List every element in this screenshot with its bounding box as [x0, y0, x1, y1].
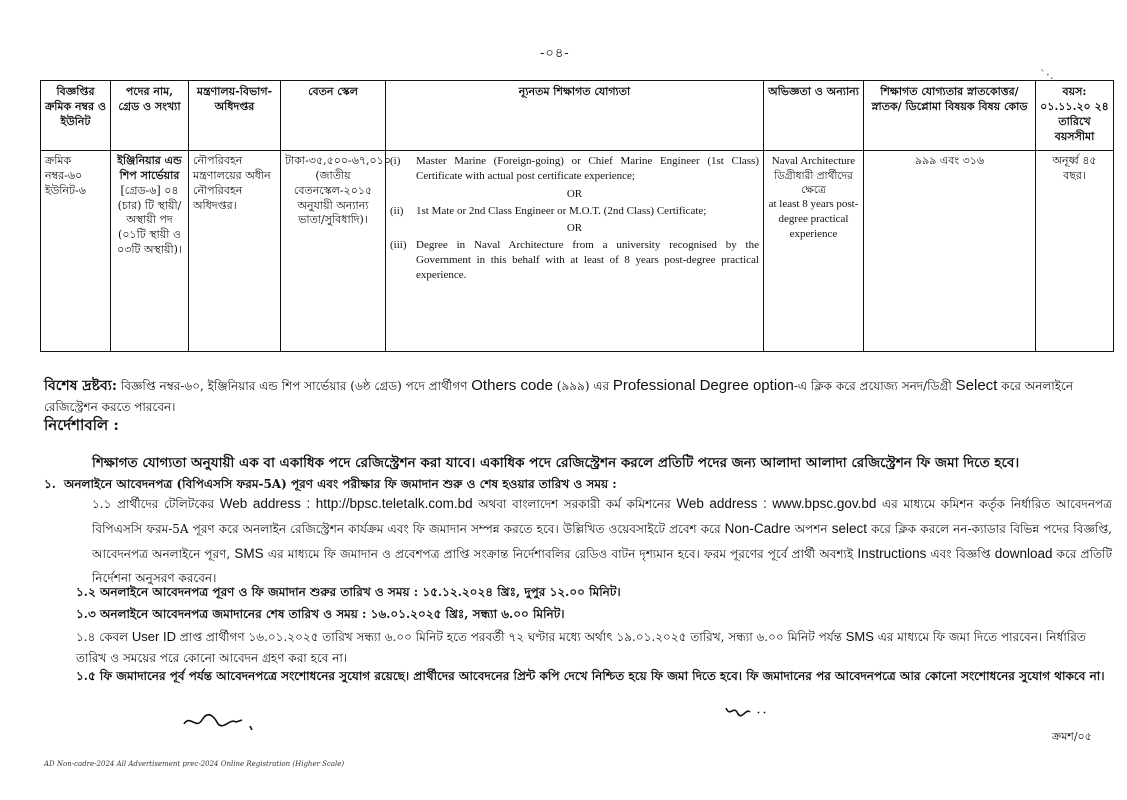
select-text: Select	[955, 377, 998, 394]
header-subject-code: শিক্ষাগত যোগ্যতার স্নাতকোত্তর/স্নাতক/ ডিপ্লোমা বিষয়ক বিষয় কোড	[864, 81, 1036, 151]
section-title-text: অনলাইনে আবেদনপত্র (বিপিএসসি ফরম-5A) পূরণ এবং পরীক্ষার ফি জমাদান শুরু ও শেষ হওয়ার তারিখ ও সময় :	[64, 477, 617, 491]
header-qualification: ন্যূনতম শিক্ষাগত যোগ্যতা	[386, 81, 764, 151]
continued-marker: ক্রমশ/০৫	[1052, 730, 1092, 743]
qualification-text: 1st Mate or 2nd Class Engineer or M.O.T. (2nd Class) Certificate;	[416, 204, 707, 217]
header-age: বয়স: ০১.১১.২০ ২৪ তারিখে বয়সসীমা	[1036, 81, 1114, 151]
select-text: select	[831, 520, 867, 536]
header-serial: বিজ্ঞপ্তির ক্রমিক নম্বর ও ইউনিট	[41, 81, 111, 151]
post-name: ইঞ্জিনিয়ার এন্ড শিপ সার্ভেয়ার	[117, 154, 182, 182]
cell-serial: ক্রমিক নম্বর-৬০ ইউনিট-৬	[41, 151, 111, 352]
table-header-row	[41, 81, 1114, 151]
cell-ministry: নৌপরিবহন মন্ত্রণালয়ের অধীন নৌপরিবহন অধিদপ্তর।	[189, 151, 281, 352]
special-note	[44, 374, 1112, 416]
special-note-label: বিশেষ দ্রষ্টব্য:	[44, 378, 118, 394]
non-cadre-text: Non-Cadre	[724, 520, 791, 536]
registration-rule: শিক্ষাগত যোগ্যতা অনুযায়ী এক বা একাধিক পদে রেজিস্ট্রেশন করা যাবে। একাধিক পদে রেজিস্ট্রেশন করলে প্রতিটি পদের জন্য আলাদা আলাদা রেজিস্ট্রেশন ফি জমা দিতে হবে।	[92, 455, 1020, 471]
experience-degree: Naval Architecture	[771, 155, 856, 167]
teletalk-web-address: Web address : http://bpsc.teletalk.com.bd	[219, 496, 473, 511]
paragraph-1-5: ১.৫ ফি জমাদানের পূর্ব পর্যন্ত আবেদনপত্রে সংশোধনের সুযোগ রয়েছে। প্রার্থীদের আবেদনের প্রিন্ট কপি দেখে নিশ্চিত হয়ে ফি জমা দিতে হবে। ফি জমাদানের পর আবেদনপত্রে আর কোনো সংশোধনের সুযোগ থাকবে না।	[76, 669, 1105, 683]
text: অপশন	[790, 521, 832, 536]
special-note-text: করে অনলাইনে রেজিস্ট্রেশন করতে পারবেন।	[44, 379, 1074, 414]
footer-text: AD Non-cadre-2024 All Advertisement prec-2024 Online Registration (Higher Scale)	[44, 760, 345, 768]
text: প্রাপ্ত প্রার্থীগণ ১৬.০১.২০২৫ তারিখ সন্ধ্যা ৬.০০ মিনিট হতে পরবর্তী ৭২ ঘণ্টার মধ্যে অর্থাৎ ১৯.০১.২০২৫ তারিখ, সন্ধ্যা ৬.০০ মিনিট পর্যন্ত	[175, 630, 846, 644]
special-note-text: -এ ক্লিক করে প্রযোজ্য সনদ/ডিগ্রী	[793, 379, 956, 393]
bpsc-web-address: Web address : www.bpsc.gov.bd	[676, 496, 877, 511]
qualification-item	[390, 154, 759, 184]
experience-years: at least 8 years post-degree practical experience	[768, 198, 859, 240]
text: অথবা বাংলাদেশ সরকারী কর্ম কমিশনের	[472, 497, 677, 511]
qualification-item	[390, 204, 759, 219]
text: ১.৪ কেবল	[76, 630, 132, 644]
special-note-text: বিজ্ঞপ্তি নম্বর-৬০, ইঞ্জিনিয়ার এন্ড শিপ সার্ভেয়ার (৬ষ্ঠ গ্রেড) পদে প্রার্থীগণ	[117, 379, 472, 393]
or-separator: OR	[566, 187, 583, 200]
instructions-heading: নির্দেশাবলি :	[44, 416, 119, 434]
table-row	[41, 151, 1114, 352]
text: এর মাধ্যমে ফি জমাদান ও প্রবেশপত্র প্রাপ্তি সংক্রান্ত নির্দেশাবলির রেডিও বাটন দৃশ্যমান হবে। ফরম পূরণের পূর্বে প্রার্থী অবশ্যই	[263, 546, 858, 561]
others-code-text: Others code	[471, 377, 553, 394]
user-id-text: User ID	[131, 629, 176, 644]
qualification-number: (i)	[390, 155, 401, 167]
advertisement-table	[40, 80, 1114, 352]
qualification-number: (ii)	[390, 204, 404, 217]
professional-degree-text: Professional Degree option	[612, 377, 794, 394]
qualification-text: Degree in Naval Architecture from a university recognised by the Government in this behalf with at least of 8 years post-degree practical experience.	[416, 239, 759, 281]
qualification-number: (iii)	[390, 239, 407, 252]
sms-text: SMS	[845, 629, 874, 644]
qualification-item	[390, 238, 759, 283]
cell-age: অনূর্ধ্ব ৪৫ বছর।	[1036, 151, 1114, 352]
sms-text: SMS	[234, 545, 264, 561]
experience-holder: ডিগ্রীধারী প্রার্থীদের ক্ষেত্রে	[774, 169, 853, 197]
or-separator: OR	[566, 222, 583, 235]
cell-subject-code: ৯৯৯ এবং ৩১৬	[864, 151, 1036, 352]
text: এর মাধ্যমে ফি জমা দিতে পারবেন। নির্ধারিত তারিখ ও সময়ের পরে কোনো আবেদন গ্রহণ করা হবে না।	[76, 630, 1086, 666]
paragraph-1-2: ১.২ অনলাইনে আবেদনপত্র পূরণ ও ফি জমাদান শুরুর তারিখ ও সময় : ১৫.১২.২০২৪ খ্রিঃ, দুপুর ১২.০০ মিনিট।	[76, 585, 621, 599]
paragraph-1-4	[76, 626, 1112, 668]
text: করে ক্লিক করলে নন-ক্যাডার বিভিন্ন পদের বিজ্ঞপ্তি, আবেদনপত্র অনলাইনে পূরণ,	[92, 521, 1112, 561]
text: করে প্রতিটি নির্দেশনা অনুসরণ করবেন।	[92, 546, 1112, 585]
cell-qualification	[386, 151, 764, 352]
signature-right	[720, 700, 770, 724]
cell-salary: টাকা-৩৫,৫০০-৬৭,০১০ (জাতীয় বেতনস্কেল-২০১৫ অনুযায়ী অন্যান্য ভাতা/সুবিধাদি)।	[281, 151, 386, 352]
header-post: পদের নাম, গ্রেড ও সংখ্যা	[111, 81, 189, 151]
page-number: -০৪-	[540, 46, 570, 61]
text: এর মাধ্যমে কমিশন কর্তৃক নির্ধারিত আবেদনপত্র বিপিএসসি ফরম-5A পূরণ করে অনলাইন রেজিস্ট্রেশন কার্যক্রম এবং ফি জমাদান সম্পন্ন করতে হবে। উল্লিখিত ওয়েবসাইটে প্রবেশ করে	[92, 497, 1112, 536]
text: এবং বিজ্ঞপ্তি	[926, 546, 995, 561]
qualification-text: Master Marine (Foreign-going) or Chief Marine Engineer (1st Class) Certificate with actual post certificate experience;	[416, 155, 759, 182]
signature-left	[180, 710, 260, 734]
header-experience: অভিজ্ঞতা ও অন্যান্য	[764, 81, 864, 151]
text: ১.১ প্রার্থীদের টেলিটকের	[92, 497, 220, 511]
header-salary: বেতন স্কেল	[281, 81, 386, 151]
header-ministry: মন্ত্রণালয়-বিভাগ-অধিদপ্তর	[189, 81, 281, 151]
special-note-text: (৯৯৯) এর	[552, 379, 613, 393]
corner-mark: `·.	[1040, 68, 1054, 82]
section-number: ১.	[44, 477, 56, 491]
download-text: download	[994, 545, 1053, 561]
instructions-text: Instructions	[857, 545, 927, 561]
cell-experience	[764, 151, 864, 352]
cell-post	[111, 151, 189, 352]
post-detail: [গ্রেড-৬] ০৪ (চার) টি স্থায়ী/অস্থায়ী পদ (০১টি স্থায়ী ও ০৩টি অস্থায়ী)।	[117, 183, 182, 257]
paragraph-1-1	[92, 492, 1112, 589]
paragraph-1-3: ১.৩ অনলাইনে আবেদনপত্র জমাদানের শেষ তারিখ ও সময় : ১৬.০১.২০২৫ খ্রিঃ, সন্ধ্যা ৬.০০ মিনিট।	[76, 607, 565, 621]
